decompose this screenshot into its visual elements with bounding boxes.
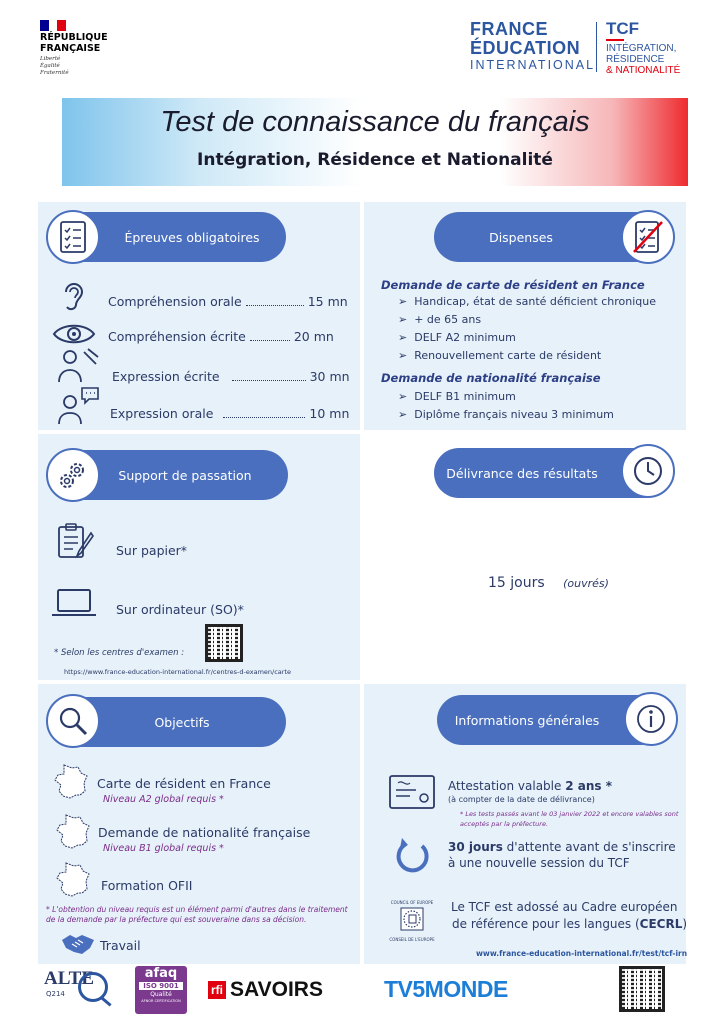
epreuve-row: Compréhension écrite 20 mn bbox=[108, 329, 334, 344]
attente-30-jours: 30 jours d'attente avant de s'inscrire bbox=[448, 840, 676, 854]
support-pill: Support de passation bbox=[48, 450, 288, 500]
ear-icon bbox=[58, 278, 88, 314]
infos-pill: Informations générales bbox=[437, 695, 667, 745]
dispenses-heading-nationalite: Demande de nationalité française bbox=[381, 371, 601, 385]
certificate-icon bbox=[388, 774, 436, 810]
objectifs-note: * L'obtention du niveau requis est un élément parmi d'autres dans le traitement de la demande par la préfecture qui est souveraine dans sa décision. bbox=[46, 905, 348, 924]
rfi-savoirs-logo: rfi SAVOIRS bbox=[208, 978, 323, 1002]
france-map-icon bbox=[52, 860, 92, 900]
magnifier-icon bbox=[46, 694, 100, 748]
attestation-sub: (à compter de la date de délivrance) bbox=[448, 795, 595, 804]
epreuve-row: Compréhension orale 15 mn bbox=[108, 294, 348, 309]
attestation-note: * Les tests passés avant le 03 janvier 2022 et encore valables sont acceptés par la préfecture. bbox=[460, 810, 679, 828]
objectif-nationalite: Demande de nationalité française bbox=[98, 825, 311, 840]
cecrl-line1: Le TCF est adossé au Cadre européen bbox=[451, 900, 678, 914]
support-computer: Sur ordinateur (SO)* bbox=[116, 602, 244, 617]
cecrl-line2: de référence pour les langues (CECRL) bbox=[452, 917, 688, 931]
council-of-europe-logo: COUNCIL OF EUROPE CONSEIL DE L'EUROPE bbox=[389, 900, 435, 942]
alte-logo: ALTE Q214 bbox=[44, 968, 114, 1014]
republique-francaise-logo: RÉPUBLIQUE FRANÇAISE bbox=[40, 32, 108, 54]
france-map-icon bbox=[50, 762, 90, 802]
resultats-pill: Délivrance des résultats bbox=[434, 448, 668, 498]
tcf-logo: TCF INTÉGRATION, RÉSIDENCE & NATIONALITÉ bbox=[606, 19, 681, 76]
dispenses-heading-residence: Demande de carte de résident en France bbox=[381, 278, 645, 292]
main-title: Test de connaissance du français bbox=[160, 106, 590, 138]
france-map-icon bbox=[52, 812, 92, 852]
epreuve-row: Expression orale 10 mn bbox=[110, 406, 350, 421]
support-url[interactable]: https://www.france-education-international.fr/centres-d-examen/carte bbox=[64, 668, 291, 676]
dispenses-pill: Dispenses bbox=[434, 212, 668, 262]
republique-motto: Liberté Égalité Fraternité bbox=[40, 56, 69, 76]
gears-icon bbox=[46, 448, 100, 502]
qr-code-footer bbox=[619, 966, 665, 1012]
objectif-ofii: Formation OFII bbox=[101, 878, 193, 893]
objectif-niveau-b1: Niveau B1 global requis * bbox=[103, 843, 224, 854]
dispenses-list-nationalite: ➢ DELF B1 minimum ➢ Diplôme français niveau 3 minimum bbox=[398, 390, 614, 421]
refresh-icon bbox=[392, 836, 432, 876]
paper-form-icon bbox=[55, 521, 95, 561]
laptop-icon bbox=[50, 588, 98, 618]
resultats-delay: 15 jours (ouvrés) bbox=[488, 575, 609, 591]
handshake-icon bbox=[60, 932, 96, 956]
epreuve-row: Expression écrite 30 mn bbox=[112, 369, 350, 384]
person-speaking-icon bbox=[56, 386, 102, 424]
tv5monde-logo: TV5MONDE bbox=[384, 976, 508, 1002]
crossed-checklist-icon bbox=[621, 210, 675, 264]
support-paper: Sur papier* bbox=[116, 543, 188, 558]
info-icon bbox=[624, 692, 678, 746]
tcf-irn-url[interactable]: www.france-education-international.fr/test/tcf-irn bbox=[476, 949, 688, 958]
republique-flag bbox=[40, 20, 66, 31]
main-subtitle: Intégration, Résidence et Nationalité bbox=[197, 150, 553, 170]
clock-icon bbox=[621, 444, 675, 498]
checklist-icon bbox=[46, 210, 100, 264]
title-banner bbox=[62, 98, 688, 186]
support-note: * Selon les centres d'examen : bbox=[54, 648, 185, 658]
person-writing-icon bbox=[56, 346, 102, 384]
qr-code-centres bbox=[205, 624, 243, 662]
france-education-logo: FRANCE ÉDUCATION INTERNATIONAL bbox=[470, 19, 596, 72]
objectif-niveau-a2: Niveau A2 global requis * bbox=[103, 794, 224, 805]
logo-separator bbox=[596, 22, 597, 72]
objectif-travail: Travail bbox=[100, 938, 141, 953]
objectif-carte-resident: Carte de résident en France bbox=[97, 776, 271, 791]
afaq-iso-logo: afaq ISO 9001 Qualité AFNOR CERTIFICATION bbox=[135, 966, 187, 1014]
dispenses-list-residence: ➢ Handicap, état de santé déficient chronique ➢ + de 65 ans ➢ DELF A2 minimum ➢ Renouvellement carte de résident bbox=[398, 295, 657, 362]
eye-icon bbox=[52, 321, 96, 347]
attestation-validite: Attestation valable 2 ans * bbox=[448, 779, 612, 793]
objectifs-pill: Objectifs bbox=[48, 697, 286, 747]
epreuves-pill: Épreuves obligatoires bbox=[48, 212, 286, 262]
attente-line2: à une nouvelle session du TCF bbox=[448, 856, 630, 870]
